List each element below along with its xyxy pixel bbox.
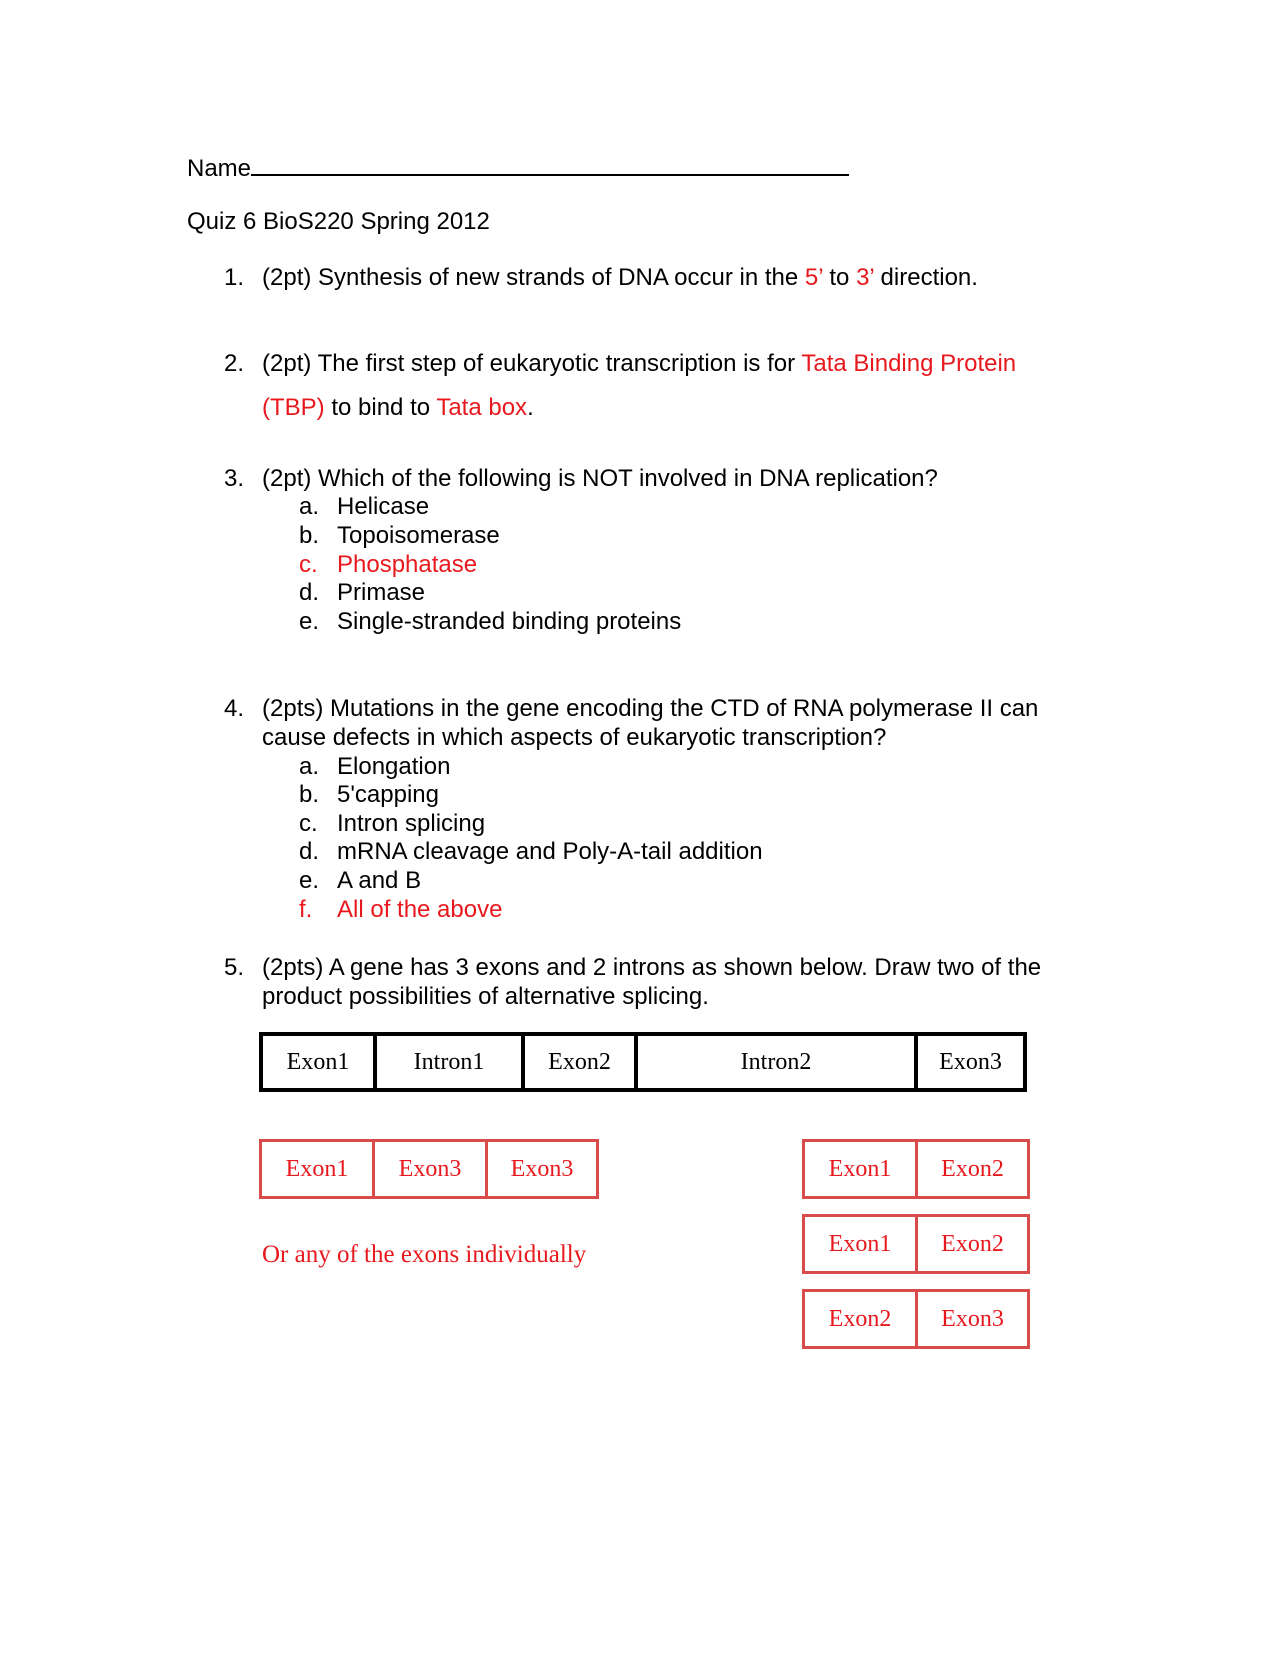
- question-text: (2pts) A gene has 3 exons and 2 introns as shown below. Draw two of the: [262, 954, 1042, 981]
- question-number: 5.: [223, 954, 244, 981]
- exon-block: Exon3: [510, 1155, 574, 1182]
- exon-block: Exon3: [375, 1142, 488, 1196]
- question-text: (2pt) Which of the following is NOT involved in DNA replication?: [262, 465, 938, 492]
- answer-text: 5’: [804, 264, 823, 291]
- question-number: 3.: [223, 465, 244, 492]
- answer-text: (TBP): [262, 394, 325, 421]
- name-blank-line: [251, 150, 849, 176]
- question-number: 1.: [223, 264, 244, 291]
- gene-segment: Exon1: [263, 1036, 377, 1088]
- answer-text: Tata box: [436, 394, 528, 421]
- question-text-continued: product possibilities of alternative splicing.: [262, 983, 709, 1010]
- exon-block: Exon2: [805, 1292, 918, 1346]
- exon-block: Exon1: [805, 1217, 918, 1271]
- quiz-title: Quiz 6 BioS220 Spring 2012: [187, 208, 490, 235]
- question-text: (2pt) Synthesis of new strands of DNA occur in the 5’ to 3’ direction.: [262, 264, 978, 291]
- name-label: Name: [187, 155, 252, 182]
- gene-segment: Intron1: [377, 1036, 525, 1088]
- gene-segment: Exon2: [525, 1036, 638, 1088]
- splice-product-answer: [802, 1139, 1030, 1199]
- gene-diagram: [259, 1032, 1027, 1092]
- exon-block: Exon2: [941, 1230, 1004, 1257]
- exon-block: Exon3: [941, 1305, 1004, 1332]
- question-text: (2pts) Mutations in the gene encoding the CTD of RNA polymerase II can: [262, 695, 1039, 722]
- answer-note: Or any of the exons individually: [262, 1241, 587, 1268]
- name-field: [187, 150, 849, 183]
- exon-block: Exon2: [941, 1155, 1004, 1182]
- splice-product-answer: [802, 1214, 1030, 1274]
- gene-segment: Exon3: [939, 1048, 1002, 1075]
- question-text-continued: (TBP) to bind to Tata box.: [262, 394, 534, 421]
- gene-segment: Intron2: [638, 1036, 918, 1088]
- splice-product-answer: [259, 1139, 599, 1199]
- splice-product-answer: [802, 1289, 1030, 1349]
- question-number: 4.: [223, 695, 244, 722]
- exon-block: Exon1: [262, 1142, 375, 1196]
- question-number: 2.: [223, 350, 244, 377]
- question-text-continued: cause defects in which aspects of eukaryotic transcription?: [262, 724, 887, 751]
- question-text: (2pt) The first step of eukaryotic transcription is for Tata Binding Protein: [262, 350, 1017, 377]
- exon-block: Exon1: [805, 1142, 918, 1196]
- answer-text: Tata Binding Protein: [801, 350, 1017, 377]
- answer-text: 3’: [856, 264, 874, 291]
